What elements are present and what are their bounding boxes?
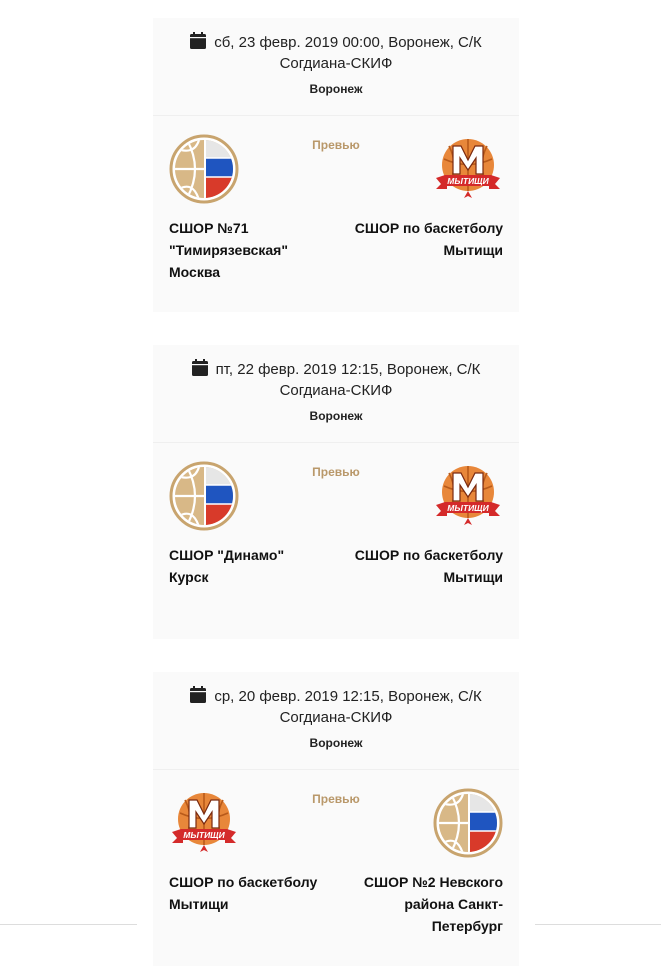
- match-datetime-text: сб, 23 февр. 2019 00:00, Воронеж, С/К Согдиана-СКИФ: [214, 34, 482, 72]
- match-city: Воронеж: [309, 409, 363, 423]
- match-card: [153, 18, 519, 312]
- federation-ball-logo: [169, 134, 239, 204]
- away-team-name[interactable]: СШОР №2 Невского района Санкт-Петербург: [363, 874, 503, 934]
- match-datetime-text: ср, 20 февр. 2019 12:15, Воронеж, С/К Согдиана-СКИФ: [214, 688, 482, 726]
- calendar-icon: [192, 359, 208, 376]
- calendar-icon: [190, 686, 206, 703]
- home-team-name[interactable]: СШОР по баскетболу Мытищи: [169, 874, 318, 912]
- federation-ball-logo: [433, 788, 503, 858]
- match-body: [153, 116, 519, 312]
- match-datetime: [153, 686, 519, 728]
- mytishchi-m-logo: [433, 134, 503, 204]
- match-header: [153, 18, 519, 116]
- mytishchi-m-logo: [169, 788, 239, 858]
- divider: [0, 924, 137, 925]
- preview-link[interactable]: Превью: [312, 792, 360, 806]
- match-header: [153, 672, 519, 770]
- home-team[interactable]: [169, 461, 319, 588]
- away-team[interactable]: [353, 788, 503, 937]
- match-datetime: [153, 359, 519, 401]
- home-team-name[interactable]: СШОР №71 "Тимирязевская" Москва: [169, 220, 288, 280]
- home-team[interactable]: [169, 134, 319, 283]
- match-card: [153, 672, 519, 966]
- match-city: Воронеж: [309, 82, 363, 96]
- preview-link[interactable]: Превью: [312, 138, 360, 152]
- match-card: [153, 345, 519, 639]
- match-datetime: [153, 32, 519, 74]
- divider: [535, 924, 661, 925]
- match-body: [153, 770, 519, 966]
- mytishchi-m-logo: [433, 461, 503, 531]
- preview-link[interactable]: Превью: [312, 465, 360, 479]
- match-datetime-text: пт, 22 февр. 2019 12:15, Воронеж, С/К Согдиана-СКИФ: [215, 361, 481, 399]
- match-header: [153, 345, 519, 443]
- away-team-name[interactable]: СШОР по баскетболу Мытищи: [354, 547, 503, 585]
- match-city: Воронеж: [309, 736, 363, 750]
- away-team-name[interactable]: СШОР по баскетболу Мытищи: [354, 220, 503, 258]
- federation-ball-logo: [169, 461, 239, 531]
- calendar-icon: [190, 32, 206, 49]
- home-team-name[interactable]: СШОР "Динамо" Курск: [169, 547, 285, 585]
- match-body: [153, 443, 519, 639]
- away-team[interactable]: [353, 134, 503, 261]
- away-team[interactable]: [353, 461, 503, 588]
- home-team[interactable]: [169, 788, 319, 915]
